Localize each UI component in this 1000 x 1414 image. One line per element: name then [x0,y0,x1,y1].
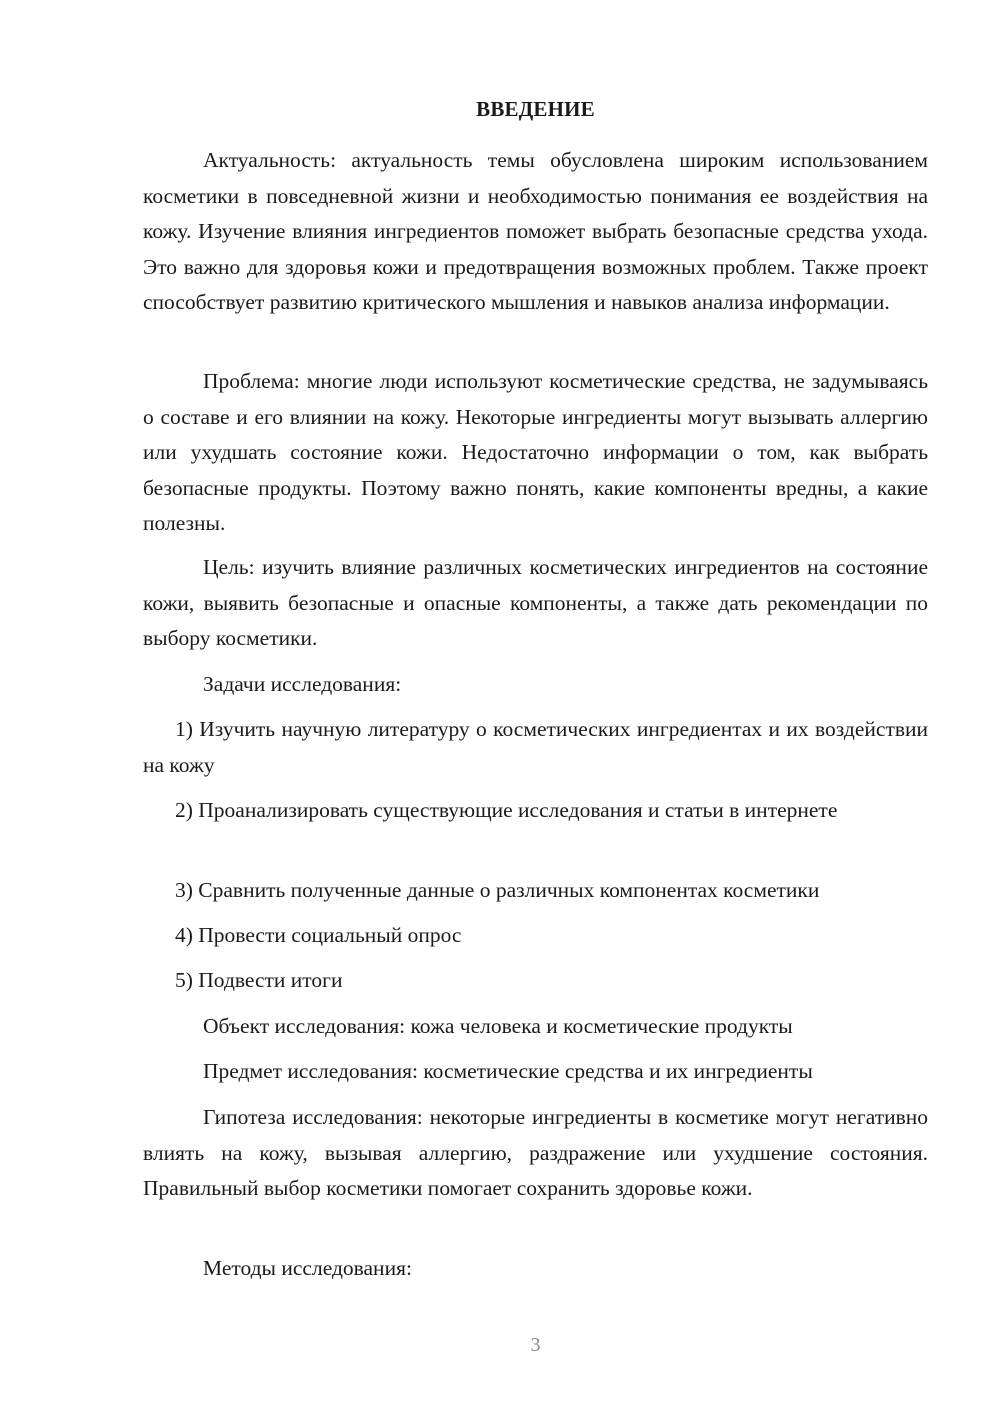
goal-paragraph: Цель: изучить влияние различных косметических ингредиентов на состояние кожи, выявить безопасные и опасные компоненты, а также дать рекомендации по выбору косметики. [143,555,928,651]
task-item-2: 2) Проанализировать существующие исследования и статьи в интернете [175,798,838,822]
methods-heading: Методы исследования: [203,1256,412,1280]
tasks-heading: Задачи исследования: [203,672,402,696]
task-item-1: 1) Изучить научную литературу о косметических ингредиентах и их воздействии на кожу [143,717,928,777]
hypothesis-paragraph: Гипотеза исследования: некоторые ингредиенты в косметике могут негативно влиять на кожу, вызывая аллергию, раздражение или ухудшение состояния. Правильный выбор косметики помогает сохранить здоровье кожи. [143,1105,928,1201]
page-title: ВВЕДЕНИЕ [476,97,595,121]
task-item-5: 5) Подвести итоги [175,968,343,992]
problem-paragraph: Проблема: многие люди используют косметические средства, не задумываясь о составе и его влиянии на кожу. Некоторые ингредиенты могут вызывать аллергию или ухудшать состояние кожи. Недостаточно информации о том, как выбрать безопасные продукты. Поэтому важно понять, какие компоненты вредны, а какие полезны. [143,369,928,536]
object-paragraph: Объект исследования: кожа человека и косметические продукты [203,1014,793,1038]
task-item-3: 3) Сравнить полученные данные о различных компонентах косметики [175,878,820,902]
subject-paragraph: Предмет исследования: косметические средства и их ингредиенты [203,1059,813,1083]
page-number: 3 [530,1334,541,1356]
relevance-paragraph: Актуальность: актуальность темы обусловлена широким использованием косметики в повседневной жизни и необходимостью понимания ее воздействия на кожу. Изучение влияния ингредиентов поможет выбрать безопасные средства ухода. Это важно для здоровья кожи и предотвращения возможных проблем. Также проект способствует развитию критического мышления и навыков анализа информации. [143,148,928,315]
task-item-4: 4) Провести социальный опрос [175,923,462,947]
document-page [143,0,928,1414]
